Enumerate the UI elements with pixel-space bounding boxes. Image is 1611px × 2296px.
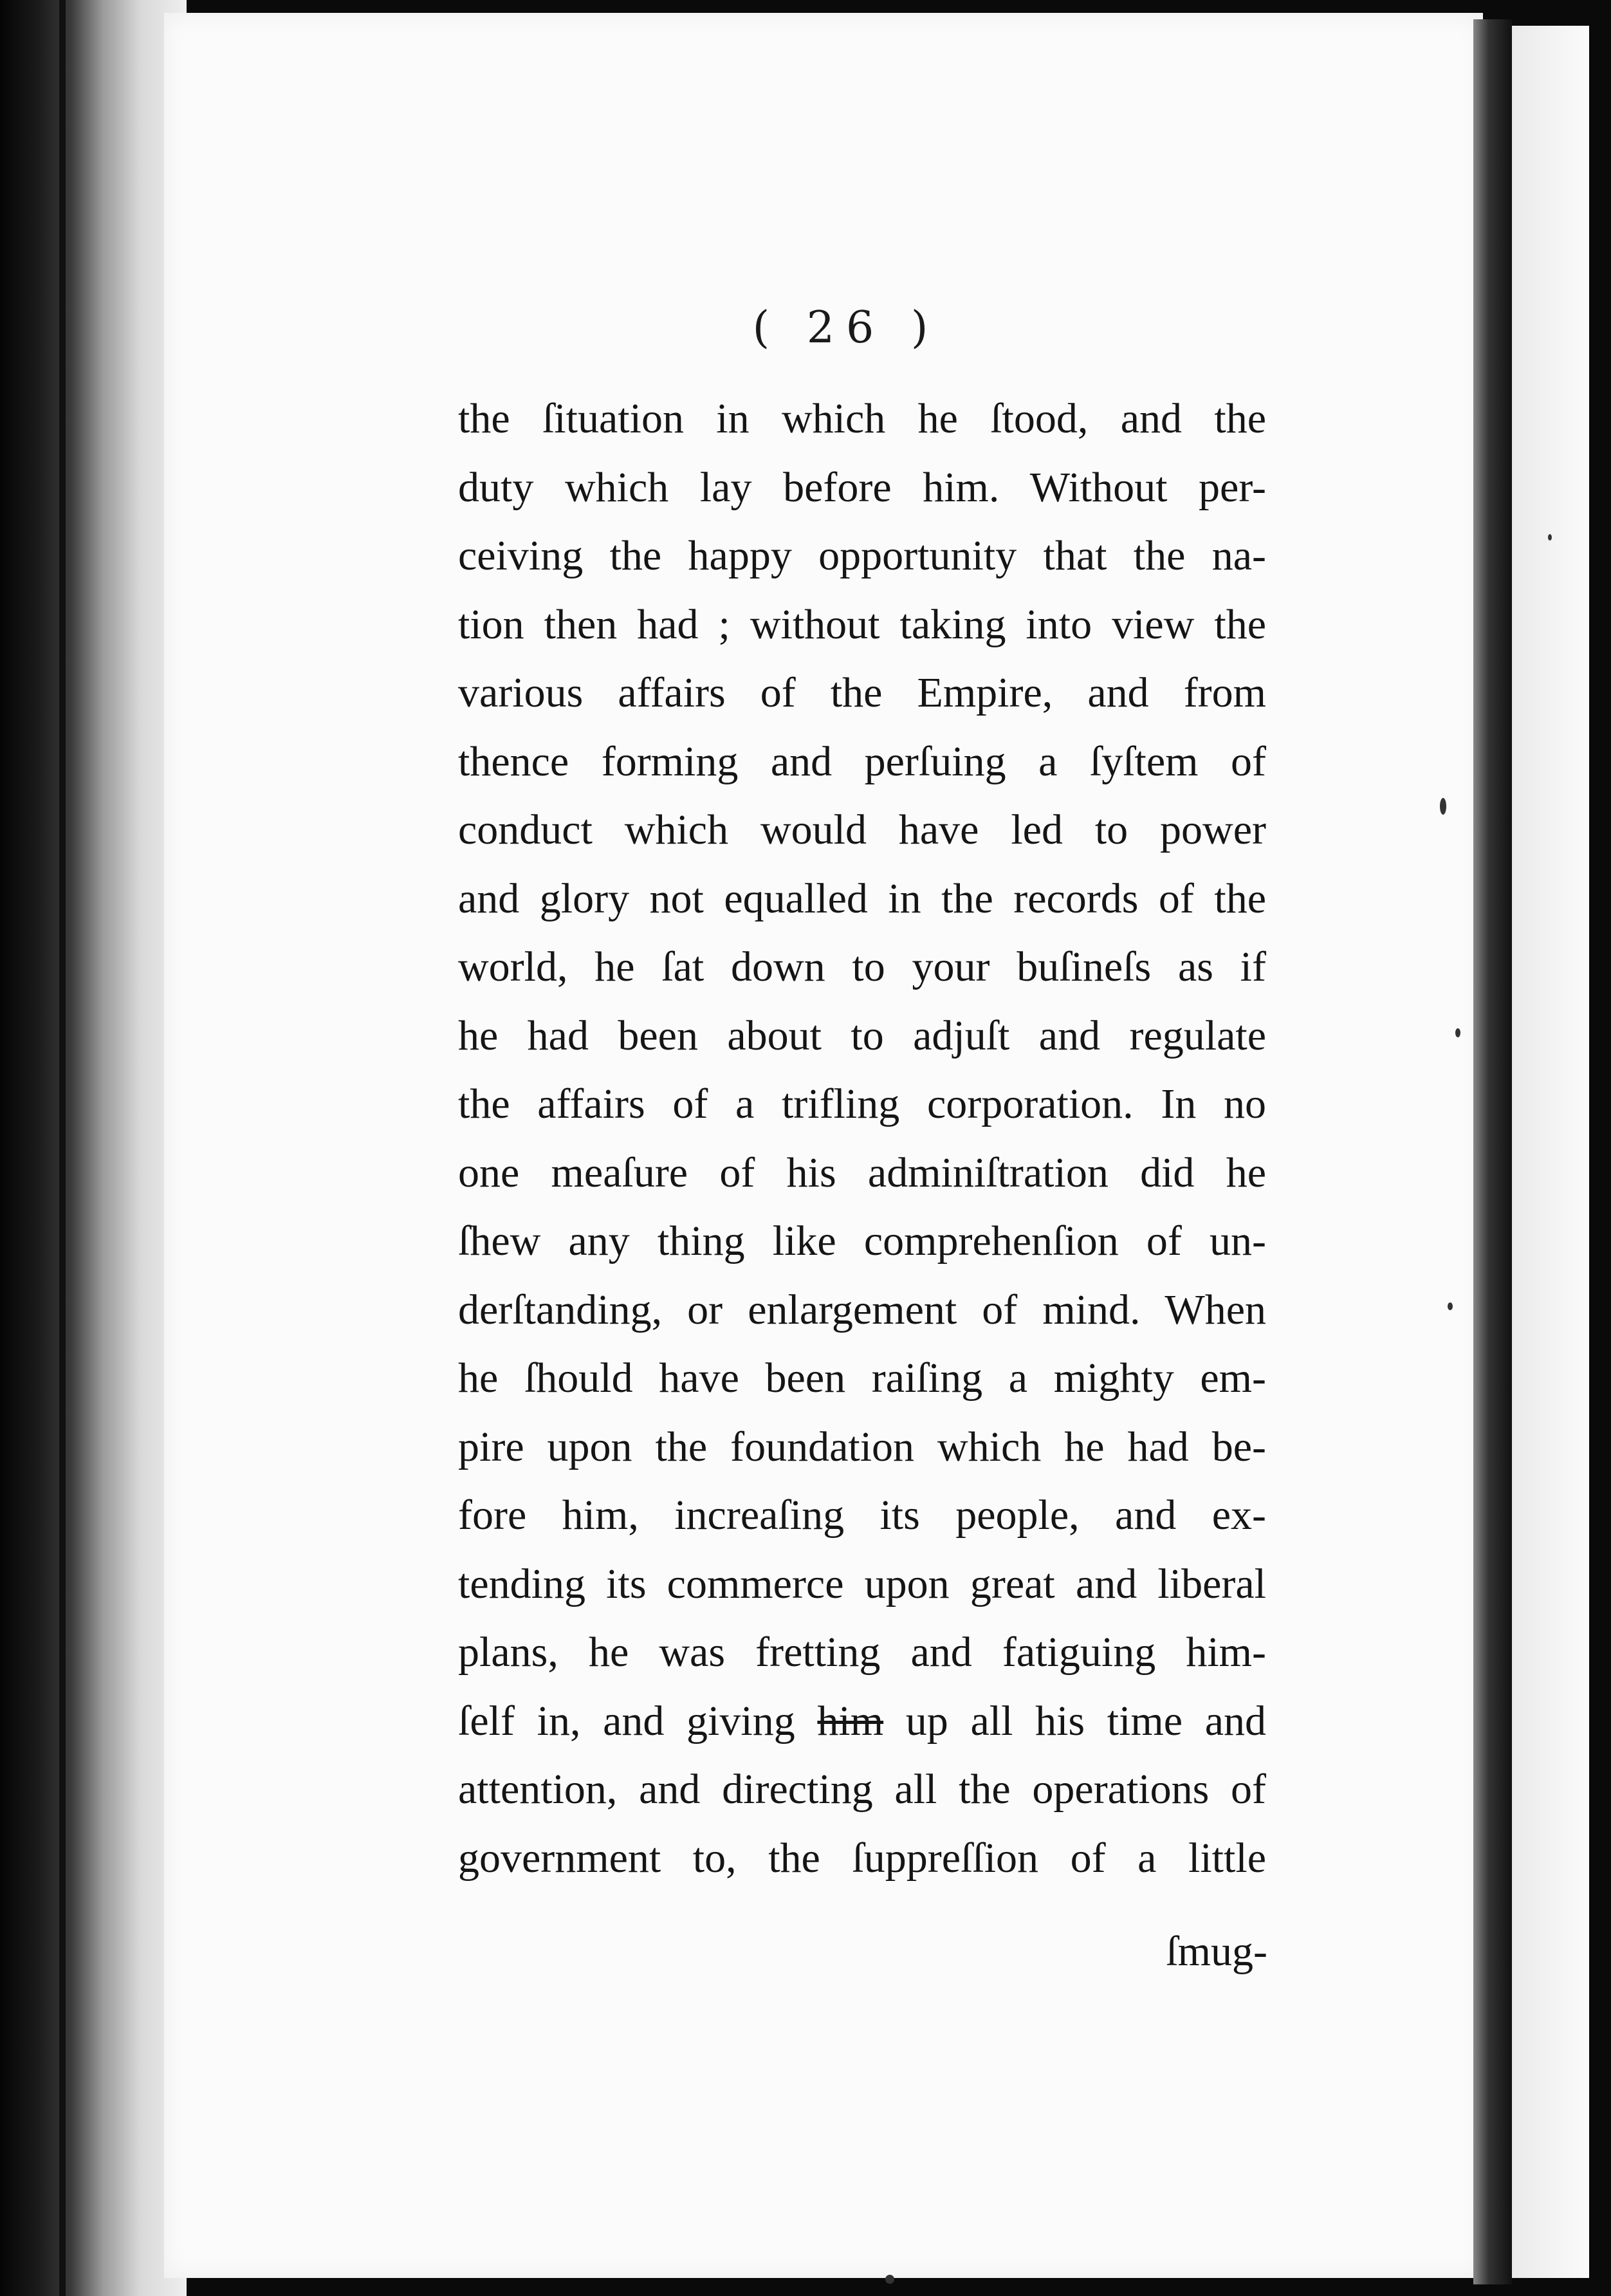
struck-word: him (817, 1697, 884, 1745)
ink-speck (1455, 1028, 1460, 1037)
ink-speck (1548, 534, 1552, 541)
text-fragment: up all his time and (905, 1697, 1267, 1745)
text-line: one meaſure of his adminiſtration did he (458, 1149, 1266, 1196)
text-line: thence forming and perſuing a ſyſtem of (458, 737, 1266, 785)
text-line: the ſituation in which he ſtood, and the (458, 395, 1266, 442)
binding-shadow (59, 0, 66, 2296)
right-gutter-shadow (1473, 19, 1512, 2284)
page-number: ( 26 ) (752, 302, 940, 353)
text-line: and glory not equalled in the records of the (458, 875, 1266, 922)
text-line: tending its commerce upon great and liberal (458, 1560, 1266, 1607)
text-line: derſtanding, or enlargement of mind. When (458, 1286, 1266, 1333)
text-fragment: ſelf in, and giving (458, 1697, 795, 1745)
text-line: plans, he was fretting and fatiguing him- (458, 1629, 1266, 1676)
text-line: duty which lay before him. Without per- (458, 463, 1266, 511)
text-line-with-deletion (458, 1687, 1266, 1756)
text-line: the affairs of a trifling corporation. In no (458, 1080, 1266, 1127)
text-line: government to, the ſuppreſſion of a little (458, 1834, 1266, 1882)
text-line: conduct which would have led to power (458, 806, 1266, 853)
text-line: he ſhould have been raiſing a mighty em- (458, 1355, 1266, 1402)
text-line: pire upon the foundation which he had be- (458, 1423, 1266, 1470)
text-line: world, he ſat down to your buſineſs as if (458, 943, 1266, 990)
ink-speck (885, 2275, 894, 2284)
catchword: ſmug- (1166, 1928, 1267, 1975)
ink-speck (1440, 798, 1446, 815)
text-line: various affairs of the Empire, and from (458, 669, 1266, 716)
right-scan-border (1589, 0, 1611, 2296)
text-line: attention, and directing all the operations of (458, 1766, 1266, 1813)
text-line: ſhew any thing like comprehenſion of un- (458, 1217, 1266, 1264)
text-line: fore him, increaſing its people, and ex- (458, 1492, 1266, 1539)
ink-speck (1448, 1302, 1453, 1310)
left-binding-edge (0, 0, 187, 2296)
text-line: ceiving the happy opportunity that the na- (458, 532, 1266, 579)
body-text (458, 385, 1266, 1893)
text-line: tion then had ; without taking into view the (458, 600, 1266, 648)
text-line: he had been about to adjuſt and regulate (458, 1012, 1266, 1059)
